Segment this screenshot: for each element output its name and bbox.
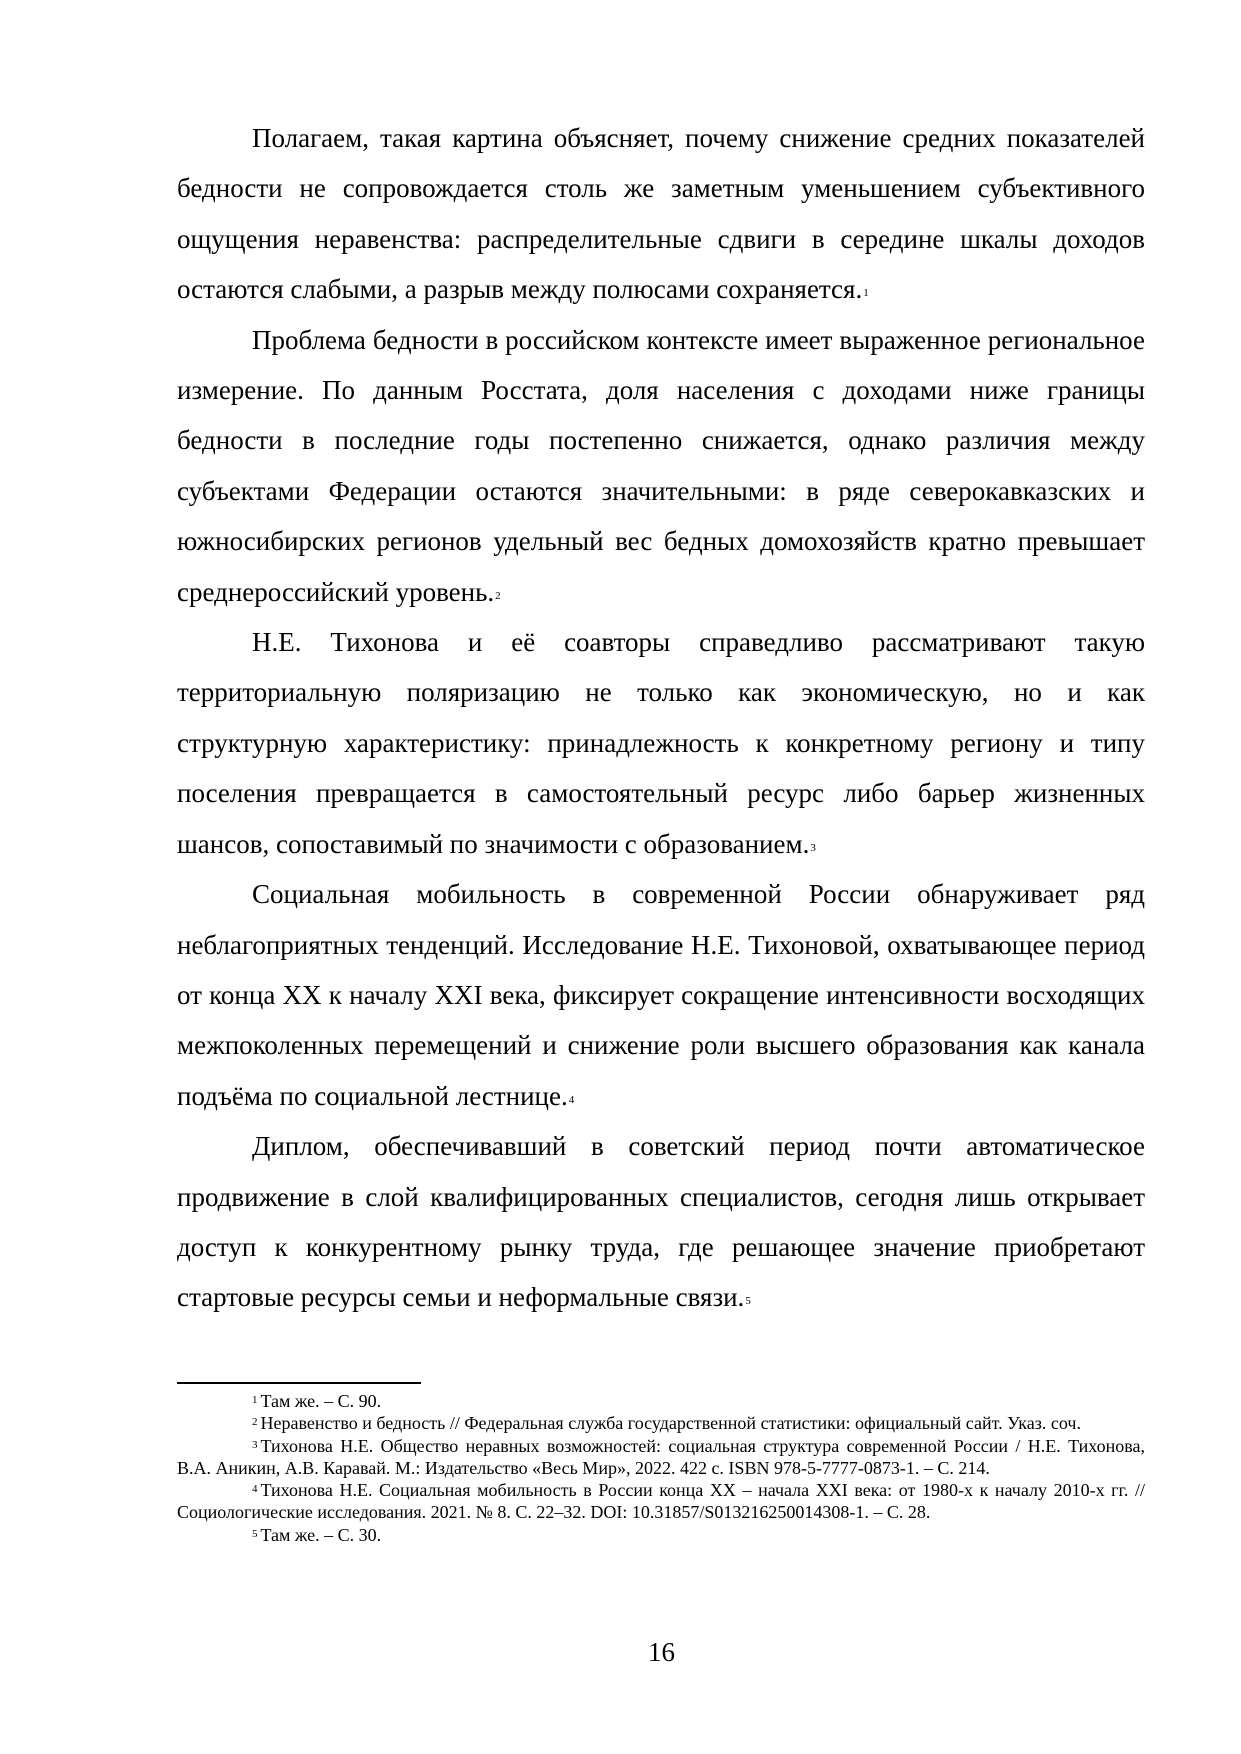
- footnote-number: 2: [252, 1416, 258, 1429]
- footnote-text: Там же. – С. 90.: [260, 1391, 382, 1411]
- paragraph: [177, 869, 1145, 1121]
- footnote-text: Неравенство и бедность // Федеральная служба государственной статистики: официальный сайт. Указ. соч.: [260, 1413, 1081, 1434]
- paragraph-text: Социальная мобильность в современной России обнаруживает ряд неблагоприятных тенденций. Исследование Н.Е. Тихоновой, охватывающее период от конца XX к началу XXI века, фиксирует сокращение интенсивности восходящих межпоколенных перемещений и снижение роли высшего образования как канала подъёма по социальной лестнице.: [177, 879, 1145, 1111]
- footnote-reference[interactable]: 2: [495, 589, 501, 602]
- footnote: [177, 1479, 1145, 1524]
- footnote-number: 5: [252, 1527, 258, 1540]
- paragraph: [177, 617, 1145, 869]
- footnote: [177, 1390, 1145, 1412]
- footnote-reference[interactable]: 1: [863, 287, 869, 300]
- paragraph-text: Полагаем, такая картина объясняет, почему снижение средних показателей бедности не сопровождается столь же заметным уменьшением субъективного ощущения неравенства: распределительные сдвиги в середине шкалы доходов остаются слабыми, а разрыв между полюсами сохраняется.: [177, 123, 1145, 305]
- paragraph: [177, 113, 1145, 315]
- footnote-reference[interactable]: 5: [745, 1295, 751, 1308]
- footnote: [177, 1435, 1145, 1480]
- footnote-reference[interactable]: 4: [568, 1093, 575, 1106]
- footnote-separator: [177, 1382, 421, 1384]
- paragraph: [177, 315, 1145, 617]
- footnote: [177, 1412, 1145, 1434]
- footnote-text: Тихонова Н.Е. Социальная мобильность в России конца XX – начала XXI века: от 1980-х к началу 2010-х гг. // Социологические исследования. 2021. № 8. С. 22–32. DOI: 10.31857/S013216250014308-1. – С. 28.: [177, 1480, 1145, 1523]
- paragraph-text: Диплом, обеспечивавший в советский период почти автоматическое продвижение в слой квалифицированных специалистов, сегодня лишь открывает доступ к конкурентному рынку труда, где решающее значение приобретают стартовые ресурсы семьи и неформальные связи.: [177, 1131, 1145, 1313]
- footnote-number: 1: [252, 1394, 258, 1406]
- footnote-reference[interactable]: 3: [810, 841, 816, 854]
- paragraph-text: Проблема бедности в российском контексте имеет выраженное региональное измерение. По данным Росстата, доля населения с доходами ниже границы бедности в последние годы постепенно снижается, однако различия между субъектами Федерации остаются значительными: в ряде северокавказских и южносибирских регионов удельный вес бедных домохозяйств кратно превышает среднероссийский уровень.: [177, 324, 1145, 607]
- paragraph-text: Н.Е. Тихонова и её соавторы справедливо рассматривают такую территориальную поляризацию не только как экономическую, но и как структурную характеристику: принадлежность к конкретному региону и типу поселения превращается в самостоятельный ресурс либо барьер жизненных шансов, сопоставимый по значимости с образованием.: [177, 627, 1145, 859]
- footnote: [177, 1524, 1145, 1546]
- paragraph: [177, 1121, 1145, 1323]
- footnotes: [177, 1390, 1145, 1546]
- body-text: [177, 113, 1145, 1323]
- page-number: 16: [648, 1637, 675, 1667]
- footnote-text: Тихонова Н.Е. Общество неравных возможностей: социальная структура современной России / Н.Е. Тихонова, В.А. Аникин, А.В. Каравай. М.: Издательство «Весь Мир», 2022. 422 с. ISBN 978-5-7777-0873-1. – С. 214.: [177, 1435, 1145, 1478]
- footnote-number: 4: [252, 1483, 258, 1496]
- footnote-number: 3: [252, 1438, 258, 1451]
- footnote-text: Там же. – С. 30.: [260, 1524, 382, 1545]
